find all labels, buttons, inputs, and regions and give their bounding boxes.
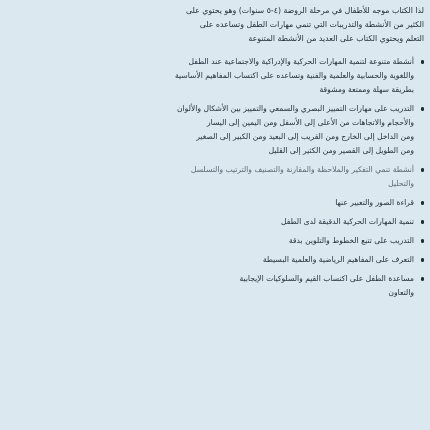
bullet-item <box>8 234 424 248</box>
bullet-line: واللغوية والحسابية والعلمية والفنية وتساعده على اكتساب المفاهيم الأساسية <box>174 71 414 80</box>
bullet-line: أنشطة تنمي التفكير والملاحظة والمقارنة والتصنيف والترتيب والتسلسل <box>190 165 414 174</box>
bullet-line: بطريقة سهلة وممتعة ومشوقة <box>319 85 414 94</box>
bullet-line: أنشطة متنوعة لتنمية المهارات الحركية والإدراكية والاجتماعية عند الطفل <box>188 57 414 66</box>
bullet-line: ومن الطويل إلى القصير ومن الكثير إلى القليل <box>268 146 414 155</box>
bullet-dot-icon <box>421 239 425 243</box>
bullet-item <box>8 196 424 210</box>
bullet-dot-icon <box>421 277 425 281</box>
bullet-dot-icon <box>421 258 425 262</box>
bullet-line: التعرف على المفاهيم الرياضية والعلمية البسيطة <box>262 255 414 264</box>
bullet-item <box>8 253 424 267</box>
intro-line: الكثير من الأنشطة والتدريبات التي تنمي مهارات الطفل وتساعده على <box>199 20 424 29</box>
bullet-item <box>8 215 424 229</box>
intro-line: التعلم ويحتوي الكتاب على العديد من الأنشطة المتنوعة <box>248 34 424 43</box>
intro-line: لذا الكتاب موجه للأطفال في مرحلة الروضة (٤-٥ سنوات) وهو يحتوي على <box>186 6 424 15</box>
bullet-line: قراءة الصور والتعبير عنها <box>335 198 414 207</box>
bullet-dot-icon <box>421 220 425 224</box>
bullet-dot-icon <box>421 168 425 172</box>
bullet-line: مساعدة الطفل على اكتساب القيم والسلوكيات الإيجابية <box>239 274 414 283</box>
bullet-line: والتحليل <box>388 179 414 188</box>
bullet-dot-icon <box>421 60 425 64</box>
bullet-list <box>8 55 424 300</box>
bullet-line: التدريب على مهارات التمييز البصري والسمعي والتمييز بين الأشكال والألوان <box>177 104 414 113</box>
bullet-item <box>8 272 424 300</box>
bullet-item <box>8 55 424 97</box>
bullet-line: والتعاون <box>388 288 414 297</box>
bullet-line: ومن الداخل إلى الخارج ومن القريب إلى البعيد ومن الكبير إلى الصغير <box>196 132 414 141</box>
bullet-dot-icon <box>421 107 425 111</box>
intro-paragraph <box>8 4 424 46</box>
bullet-line: والأحجام والاتجاهات من الأعلى إلى الأسفل ومن اليمين إلى اليسار <box>206 118 414 127</box>
bullet-item <box>8 102 424 158</box>
bullet-item <box>8 163 424 191</box>
bullet-line: التدريب على تتبع الخطوط والتلوين بدقة <box>288 236 414 245</box>
bullet-dot-icon <box>421 201 425 205</box>
bullet-line: تنمية المهارات الحركية الدقيقة لدى الطفل <box>280 217 414 226</box>
